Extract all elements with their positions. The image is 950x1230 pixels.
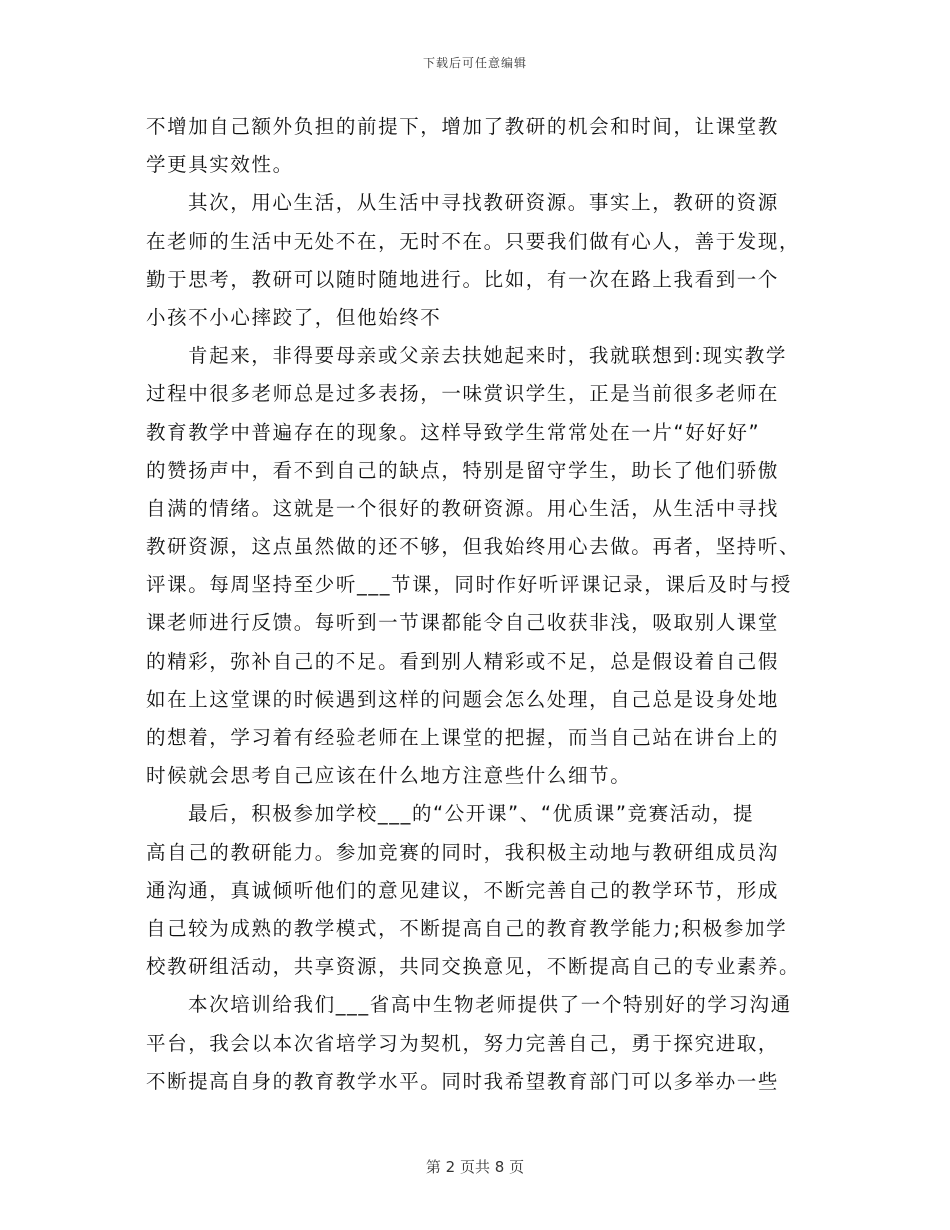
- text-line: 自满的情绪。这就是一个很好的教研资源。用心生活，从生活中寻找: [146, 496, 780, 520]
- text-line: 的赞扬声中，看不到自己的缺点，特别是留守学生，助长了他们骄傲: [146, 458, 780, 482]
- text-line: 勤于思考，教研可以随时随地进行。比如，有一次在路上我看到一个: [146, 267, 780, 291]
- text-line: 如在上这堂课的时候遇到这样的问题会怎么处理，自己总是设身处地: [146, 687, 780, 711]
- text-line: 平台，我会以本次省培学习为契机，努力完善自己，勇于探究进取，: [146, 1031, 780, 1055]
- text-line: 教育教学中普遍存在的现象。这样导致学生常常处在一片“好好好”: [146, 420, 761, 444]
- text-line: 教研资源，这点虽然做的还不够，但我始终用心去做。再者，坚持听、: [146, 535, 801, 559]
- document-body: [146, 108, 826, 1101]
- text-line: 其次，用心生活，从生活中寻找教研资源。事实上，教研的资源: [188, 191, 779, 215]
- text-line: 高自己的教研能力。参加竞赛的同时，我积极主动地与教研组成员沟: [146, 840, 780, 864]
- text-line: 过程中很多老师总是过多表扬，一味赏识学生，正是当前很多老师在: [146, 382, 780, 406]
- page-header: 下载后可任意编辑: [422, 56, 527, 70]
- text-line: 本次培训给我们___省高中生物老师提供了一个特别好的学习沟通: [188, 993, 792, 1017]
- text-line: 最后，积极参加学校___的“公开课”、“优质课”竞赛活动，提: [188, 802, 755, 826]
- text-line: 的想着，学习着有经验老师在上课堂的把握，而当自己站在讲台上的: [146, 726, 780, 749]
- text-line: 不增加自己额外负担的前提下，增加了教研的机会和时间，让课堂教: [146, 115, 780, 138]
- text-line: 不断提高自身的教育教学水平。同时我希望教育部门可以多举办一些: [146, 1069, 780, 1093]
- text-line: 在老师的生活中无处不在，无时不在。只要我们做有心人，善于发现，: [146, 229, 801, 253]
- text-line: 学更具实效性。: [146, 153, 294, 177]
- page-footer: 第 2 页共 8 页: [425, 1158, 525, 1176]
- text-line: 通沟通，真诚倾听他们的意见建议，不断完善自己的教学环节，形成: [146, 878, 780, 902]
- text-line: 课老师进行反馈。每听到一节课都能令自己收获非浅，吸取别人课堂: [146, 611, 780, 635]
- text-line: 自己较为成熟的教学模式，不断提高自己的教育教学能力;积极参加学: [146, 916, 788, 940]
- text-line: 时候就会思考自己应该在什么地方注意些什么细节。: [146, 764, 632, 788]
- text-line: 校教研组活动，共享资源，共同交换意见，不断提高自己的专业素养。: [146, 955, 801, 979]
- text-line: 小孩不小心摔跤了，但他始终不: [146, 305, 442, 329]
- text-line: 评课。每周坚持至少听___节课，同时作好听评课记录，课后及时与授: [146, 573, 792, 597]
- text-line: 的精彩，弥补自己的不足。看到别人精彩或不足，总是假设着自己假: [146, 649, 780, 673]
- text-line: 肯起来，非得要母亲或父亲去扶她起来时，我就联想到:现实教学: [188, 344, 787, 368]
